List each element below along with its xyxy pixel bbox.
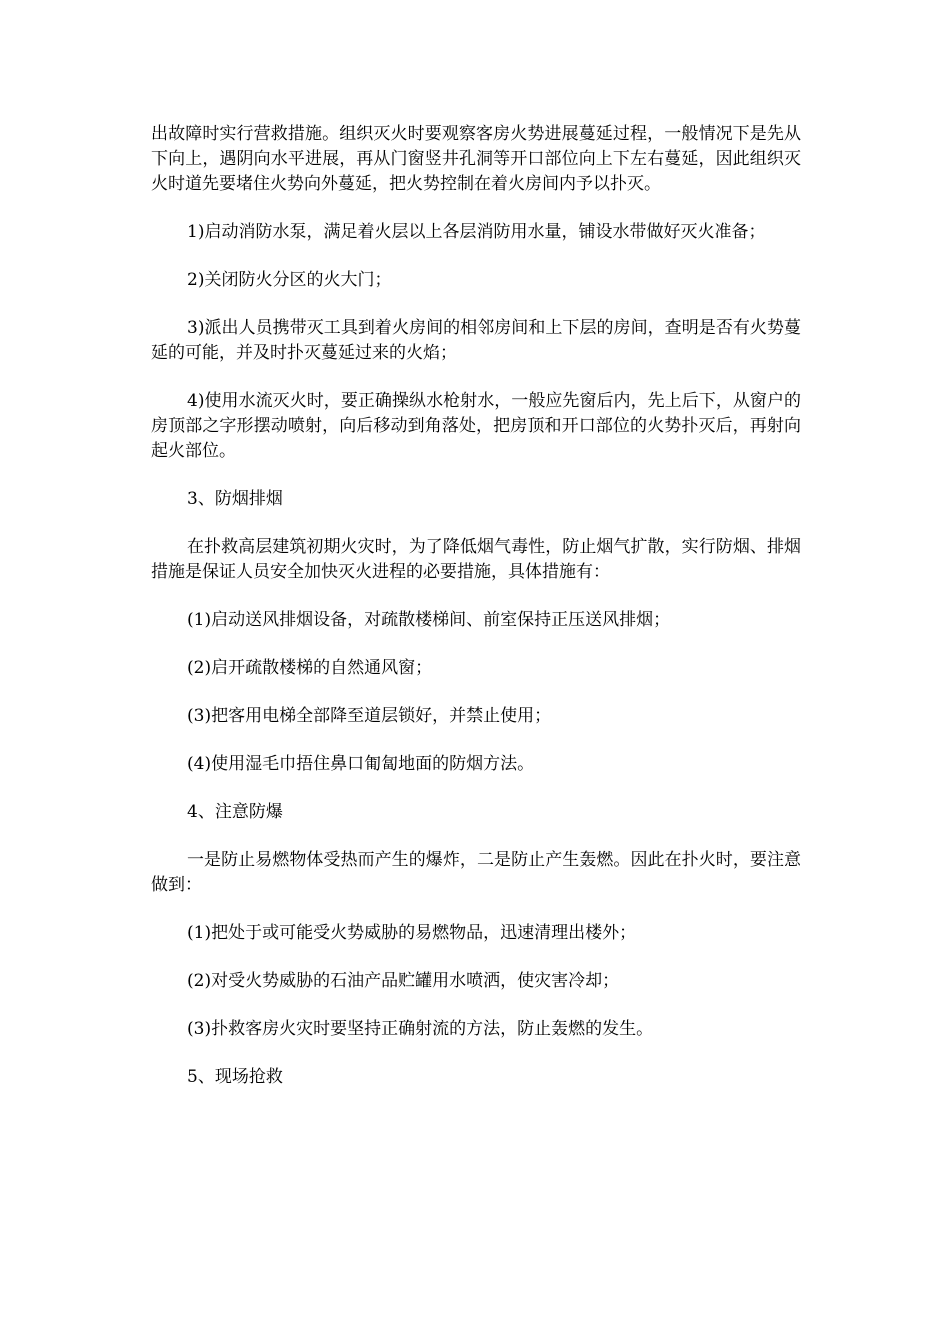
paragraph-explosion-intro: 一是防止易燃物体受热而产生的爆炸，二是防止产生轰燃。因此在扑火时，要注意做到：: [151, 850, 801, 895]
paragraph-smoke-intro: 在扑救高层建筑初期火灾时，为了降低烟气毒性，防止烟气扩散，实行防烟、排烟措施是保证人员安全加快灭火进程的必要措施，具体措施有：: [151, 537, 801, 582]
list-item-start-pump: 1)启动消防水泵，满足着火层以上各层消防用水量，铺设水带做好灭火准备；: [187, 222, 766, 242]
list-item-dispatch-staff: 3)派出人员携带灭工具到着火房间的相邻房间和上下层的房间，查明是否有火势蔓延的可能，并及时扑灭蔓延过来的火焰；: [151, 318, 801, 363]
list-item-explosion-3: (3)扑救客房火灾时要坚持正确射流的方法，防止轰燃的发生。: [187, 1019, 654, 1039]
section-heading-rescue: 5、现场抢救: [187, 1067, 283, 1087]
list-item-explosion-2: (2)对受火势威胁的石油产品贮罐用水喷洒，使灾害冷却；: [187, 971, 620, 991]
list-item-water-stream: 4)使用水流灭火时，要正确操纵水枪射水，一般应先窗后内，先上后下，从窗户的房顶部之字形摆动喷射，向后移动到角落处，把房顶和开口部位的火势扑灭后，再射向起火部位。: [151, 391, 801, 461]
list-item-smoke-2: (2)启开疏散楼梯的自然通风窗；: [187, 658, 433, 678]
list-item-close-doors: 2)关闭防火分区的火大门；: [187, 270, 392, 290]
section-heading-smoke: 3、防烟排烟: [187, 489, 283, 509]
section-heading-explosion: 4、注意防爆: [187, 802, 283, 822]
paragraph-intro: 出故障时实行营救措施。组织灭火时要观察客房火势进展蔓延过程，一般情况下是先从下向上，遇阴向水平进展，再从门窗竖井孔洞等开口部位向上下左右蔓延，因此组织灭火时道先要堵住火势向外蔓延，把火势控制在着火房间内予以扑灭。: [151, 124, 801, 194]
document-body: [151, 122, 801, 1113]
list-item-smoke-4: (4)使用湿毛巾捂住鼻口匍匐地面的防烟方法。: [187, 754, 535, 774]
list-item-smoke-3: (3)把客用电梯全部降至道层锁好，并禁止使用；: [187, 706, 552, 726]
list-item-explosion-1: (1)把处于或可能受火势威胁的易燃物品，迅速清理出楼外；: [187, 923, 637, 943]
list-item-smoke-1: (1)启动送风排烟设备，对疏散楼梯间、前室保持正压送风排烟；: [187, 610, 671, 630]
